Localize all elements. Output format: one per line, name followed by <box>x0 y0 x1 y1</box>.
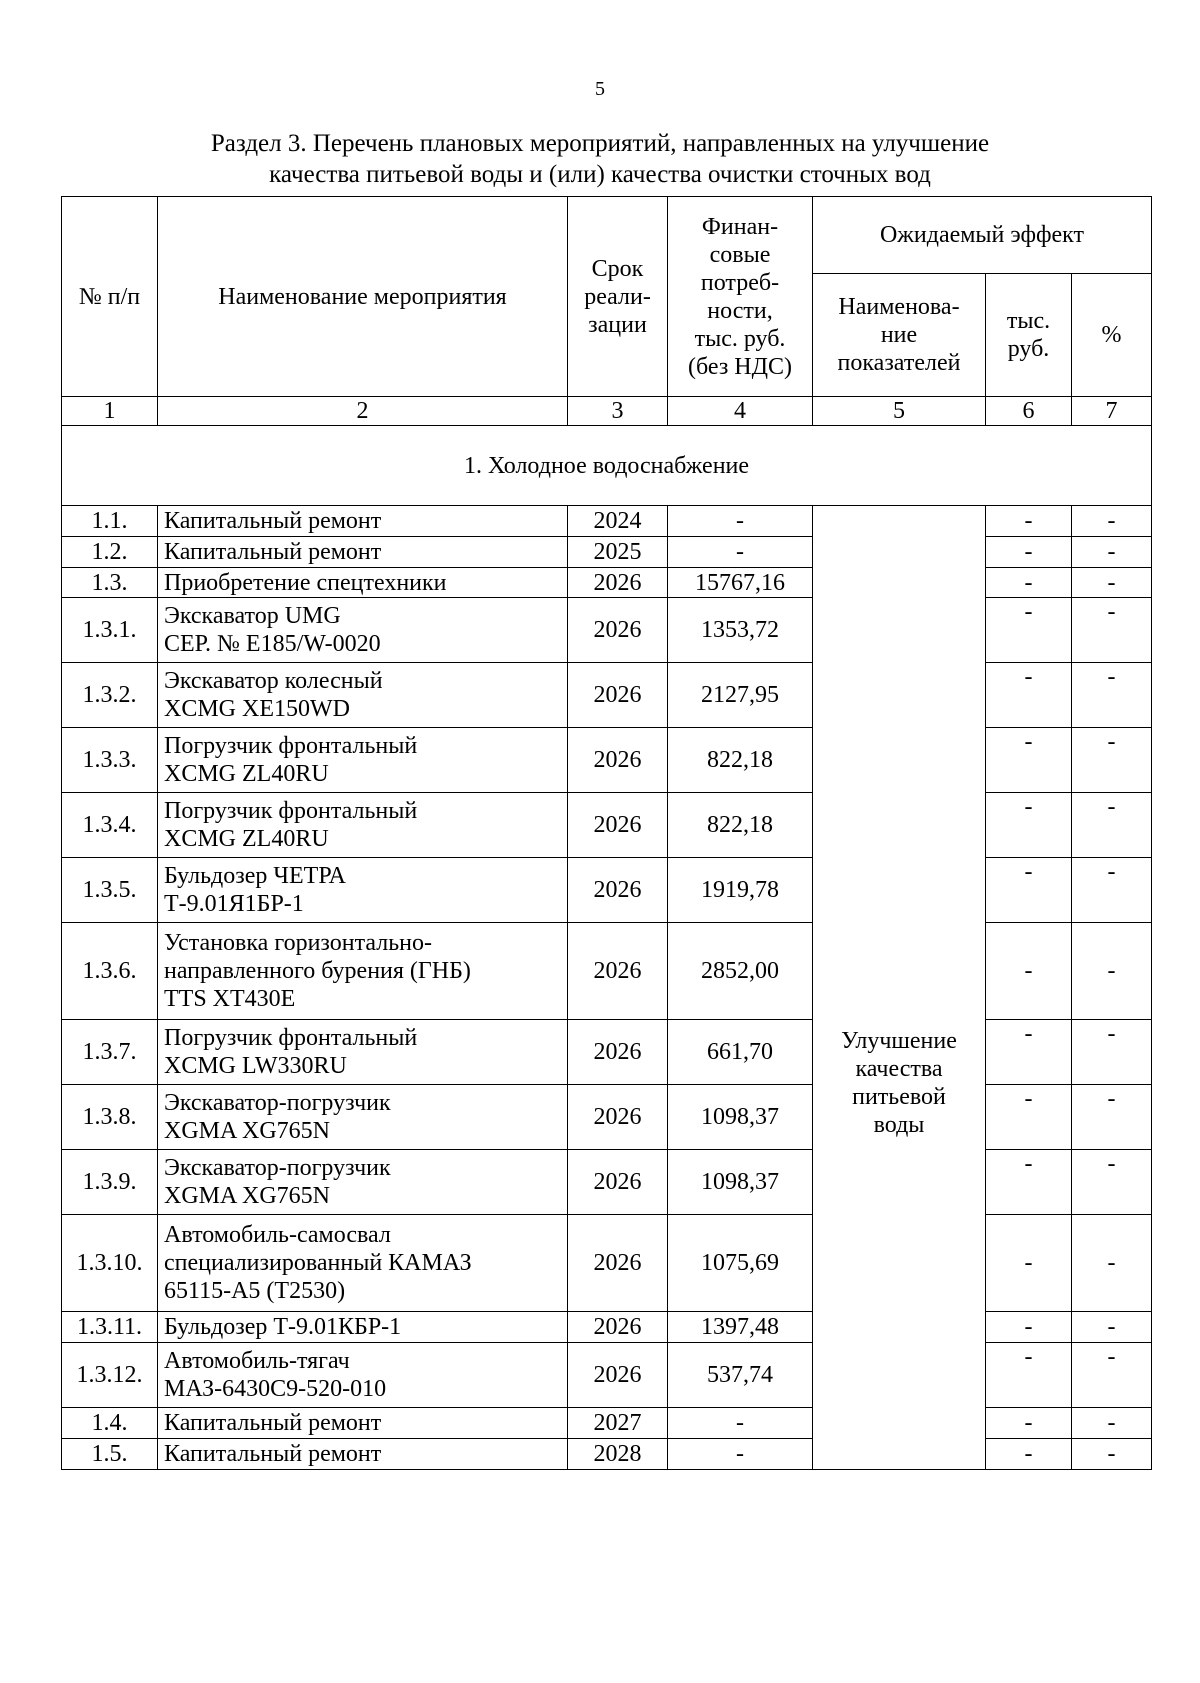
row-name <box>158 1312 568 1343</box>
row-cost: 661,70 <box>668 1020 813 1085</box>
row-name <box>158 858 568 923</box>
table-row <box>62 568 1152 598</box>
table-row <box>62 537 1152 568</box>
column-number-row <box>62 397 1152 426</box>
row-percent: - <box>1072 598 1152 663</box>
row-thousand: - <box>986 793 1072 858</box>
header-effect: Ожидаемый эффект <box>813 197 1152 274</box>
column-number: 5 <box>813 397 986 426</box>
effect-line: воды <box>873 1111 925 1138</box>
header-thousand-line: руб. <box>1007 336 1050 362</box>
row-percent: - <box>1072 1020 1152 1085</box>
row-cost: 1098,37 <box>668 1150 813 1215</box>
row-name <box>158 663 568 728</box>
row-number: 1.3.12. <box>62 1343 158 1408</box>
row-name <box>158 537 568 568</box>
row-number: 1.3.11. <box>62 1312 158 1343</box>
row-name-line: Экскаватор-погрузчик <box>164 1155 391 1181</box>
row-percent: - <box>1072 793 1152 858</box>
header-finance-line: Финан- <box>701 213 779 240</box>
row-number: 1.3.5. <box>62 858 158 923</box>
row-name-line: XCMG ZL40RU <box>164 826 329 852</box>
row-year: 2026 <box>568 1343 668 1408</box>
row-cost: 1397,48 <box>668 1312 813 1343</box>
row-name-line: Погрузчик фронтальный <box>164 733 418 759</box>
row-name-line: Погрузчик фронтальный <box>164 798 418 824</box>
row-percent: - <box>1072 728 1152 793</box>
row-name-line: Погрузчик фронтальный <box>164 1025 418 1051</box>
row-name <box>158 1439 568 1470</box>
row-year: 2026 <box>568 1215 668 1312</box>
row-thousand: - <box>986 1085 1072 1150</box>
header-percent: % <box>1072 274 1152 397</box>
row-name-line: Т-9.01Я1БР-1 <box>164 891 304 917</box>
row-number: 1.3.4. <box>62 793 158 858</box>
measures-table <box>61 196 1152 1470</box>
table-row <box>62 1408 1152 1439</box>
column-number: 4 <box>668 397 813 426</box>
row-cost: 2127,95 <box>668 663 813 728</box>
row-year: 2026 <box>568 923 668 1020</box>
row-percent: - <box>1072 923 1152 1020</box>
row-percent: - <box>1072 1312 1152 1343</box>
table-row <box>62 923 1152 1020</box>
header-row-1 <box>62 197 1152 274</box>
table-row <box>62 793 1152 858</box>
row-name-line: Экскаватор UMG <box>164 603 341 629</box>
effect-line: питьевой <box>852 1083 946 1110</box>
row-year: 2026 <box>568 663 668 728</box>
row-cost: - <box>668 1408 813 1439</box>
header-thousand <box>986 274 1072 397</box>
page-number: 5 <box>595 78 605 100</box>
row-name-line: Бульдозер Т-9.01КБР-1 <box>164 1314 402 1340</box>
table-row <box>62 663 1152 728</box>
row-name <box>158 728 568 793</box>
table-row <box>62 1343 1152 1408</box>
row-cost: 822,18 <box>668 793 813 858</box>
column-number: 2 <box>158 397 568 426</box>
row-name <box>158 1020 568 1085</box>
row-number: 1.3.9. <box>62 1150 158 1215</box>
row-cost: 1098,37 <box>668 1085 813 1150</box>
row-cost: 2852,00 <box>668 923 813 1020</box>
row-number: 1.5. <box>62 1439 158 1470</box>
effect-line: Улучшение <box>841 1027 957 1054</box>
row-thousand: - <box>986 598 1072 663</box>
header-thousand-line: тыс. <box>1006 308 1051 334</box>
row-name-line: 65115-А5 (Т2530) <box>164 1278 346 1304</box>
row-name <box>158 1085 568 1150</box>
row-year: 2026 <box>568 568 668 598</box>
row-name <box>158 1408 568 1439</box>
row-thousand: - <box>986 728 1072 793</box>
row-percent: - <box>1072 1150 1152 1215</box>
row-cost: - <box>668 537 813 568</box>
section-row <box>62 426 1152 506</box>
row-number: 1.3.3. <box>62 728 158 793</box>
row-cost: 1919,78 <box>668 858 813 923</box>
header-finance-line: совые <box>709 241 771 268</box>
header-indicator-line: Наименова- <box>838 294 960 320</box>
column-number: 3 <box>568 397 668 426</box>
row-name <box>158 923 568 1020</box>
row-year: 2026 <box>568 1020 668 1085</box>
table-row <box>62 506 1152 537</box>
row-name-line: XGMA XG765N <box>164 1118 331 1144</box>
section-heading: 1. Холодное водоснабжение <box>62 426 1152 506</box>
header-finance-line: потреб- <box>700 269 780 296</box>
row-name-line: Автомобиль-самосвал <box>164 1222 391 1248</box>
row-thousand: - <box>986 537 1072 568</box>
row-name-line: Капитальный ремонт <box>164 1410 382 1436</box>
column-number: 1 <box>62 397 158 426</box>
table-row <box>62 1150 1152 1215</box>
row-cost: - <box>668 506 813 537</box>
row-name-line: специализированный КАМАЗ <box>164 1250 472 1276</box>
row-number: 1.3.10. <box>62 1215 158 1312</box>
row-year: 2026 <box>568 1085 668 1150</box>
row-cost: 1075,69 <box>668 1215 813 1312</box>
header-finance-line: ности, <box>707 297 773 324</box>
row-cost: 15767,16 <box>668 568 813 598</box>
effect-cell <box>813 506 986 1470</box>
table-row <box>62 1312 1152 1343</box>
row-year: 2024 <box>568 506 668 537</box>
row-percent: - <box>1072 1439 1152 1470</box>
row-cost: 822,18 <box>668 728 813 793</box>
row-name-line: XCMG ZL40RU <box>164 761 329 787</box>
row-year: 2026 <box>568 728 668 793</box>
row-name-line: Капитальный ремонт <box>164 539 382 565</box>
row-number: 1.3.2. <box>62 663 158 728</box>
row-name-line: Экскаватор-погрузчик <box>164 1090 391 1116</box>
row-name <box>158 1343 568 1408</box>
row-percent: - <box>1072 506 1152 537</box>
table-row <box>62 858 1152 923</box>
column-number: 6 <box>986 397 1072 426</box>
row-name <box>158 1150 568 1215</box>
row-number: 1.2. <box>62 537 158 568</box>
row-name <box>158 598 568 663</box>
row-year: 2026 <box>568 598 668 663</box>
row-thousand: - <box>986 923 1072 1020</box>
header-term-line: зации <box>588 311 647 338</box>
row-name <box>158 506 568 537</box>
row-name-line: XGMA XG765N <box>164 1183 331 1209</box>
header-term <box>568 197 668 397</box>
row-percent: - <box>1072 568 1152 598</box>
row-year: 2027 <box>568 1408 668 1439</box>
row-name-line: СЕР. № E185/W-0020 <box>164 631 381 657</box>
header-indicator-line: ние <box>880 322 918 348</box>
row-name-line: Экскаватор колесный <box>164 668 383 694</box>
title-line-1: Раздел 3. Перечень плановых мероприятий, направленных на улучшение <box>210 130 990 157</box>
title-line-2: качества питьевой воды и (или) качества очистки сточных вод <box>269 161 931 188</box>
row-year: 2026 <box>568 858 668 923</box>
header-finance <box>668 197 813 397</box>
row-number: 1.4. <box>62 1408 158 1439</box>
row-name-line: Капитальный ремонт <box>164 508 382 534</box>
row-cost: 1353,72 <box>668 598 813 663</box>
row-year: 2026 <box>568 1312 668 1343</box>
header-term-line: реали- <box>584 283 651 310</box>
section-title <box>150 128 1050 190</box>
effect-line: качества <box>855 1055 943 1082</box>
row-percent: - <box>1072 1085 1152 1150</box>
row-thousand: - <box>986 858 1072 923</box>
row-name-line: Капитальный ремонт <box>164 1441 382 1467</box>
row-thousand: - <box>986 663 1072 728</box>
row-name-line: TTS XT430E <box>164 986 296 1012</box>
row-name-line: Приобретение спецтехники <box>164 569 447 596</box>
row-number: 1.1. <box>62 506 158 537</box>
row-year: 2026 <box>568 793 668 858</box>
row-thousand: - <box>986 1150 1072 1215</box>
table-row <box>62 1215 1152 1312</box>
header-finance-line: тыс. руб. <box>694 325 786 352</box>
row-thousand: - <box>986 1343 1072 1408</box>
row-year: 2028 <box>568 1439 668 1470</box>
row-cost: - <box>668 1439 813 1470</box>
row-thousand: - <box>986 1408 1072 1439</box>
row-name <box>158 1215 568 1312</box>
row-name-line: Бульдозер ЧЕТРА <box>164 863 346 889</box>
row-percent: - <box>1072 663 1152 728</box>
row-number: 1.3.8. <box>62 1085 158 1150</box>
row-percent: - <box>1072 1343 1152 1408</box>
row-percent: - <box>1072 1408 1152 1439</box>
row-number: 1.3.1. <box>62 598 158 663</box>
row-thousand: - <box>986 568 1072 598</box>
row-name-line: Установка горизонтально- <box>164 930 432 956</box>
table-row <box>62 1439 1152 1470</box>
row-name <box>158 568 568 598</box>
row-thousand: - <box>986 1020 1072 1085</box>
row-name-line: МАЗ-6430С9-520-010 <box>164 1376 387 1402</box>
row-name-line: XCMG LW330RU <box>164 1053 347 1079</box>
row-thousand: - <box>986 506 1072 537</box>
row-number: 1.3.6. <box>62 923 158 1020</box>
row-name-line: направленного бурения (ГНБ) <box>164 958 471 984</box>
row-cost: 537,74 <box>668 1343 813 1408</box>
row-name-line: XCMG XE150WD <box>164 696 350 722</box>
table-row <box>62 728 1152 793</box>
row-year: 2025 <box>568 537 668 568</box>
header-num: № п/п <box>62 197 158 397</box>
row-name-line: Автомобиль-тягач <box>164 1348 350 1374</box>
row-thousand: - <box>986 1215 1072 1312</box>
row-percent: - <box>1072 1215 1152 1312</box>
header-name: Наименование мероприятия <box>158 197 568 397</box>
header-indicator <box>813 274 986 397</box>
row-percent: - <box>1072 537 1152 568</box>
row-year: 2026 <box>568 1150 668 1215</box>
header-term-line: Срок <box>591 255 644 282</box>
header-finance-line: (без НДС) <box>687 353 792 380</box>
header-indicator-line: показателей <box>837 350 961 376</box>
table-row <box>62 1020 1152 1085</box>
row-thousand: - <box>986 1439 1072 1470</box>
column-number: 7 <box>1072 397 1152 426</box>
table-row <box>62 1085 1152 1150</box>
row-number: 1.3. <box>62 568 158 598</box>
row-number: 1.3.7. <box>62 1020 158 1085</box>
row-name <box>158 793 568 858</box>
row-thousand: - <box>986 1312 1072 1343</box>
row-percent: - <box>1072 858 1152 923</box>
table-row <box>62 598 1152 663</box>
